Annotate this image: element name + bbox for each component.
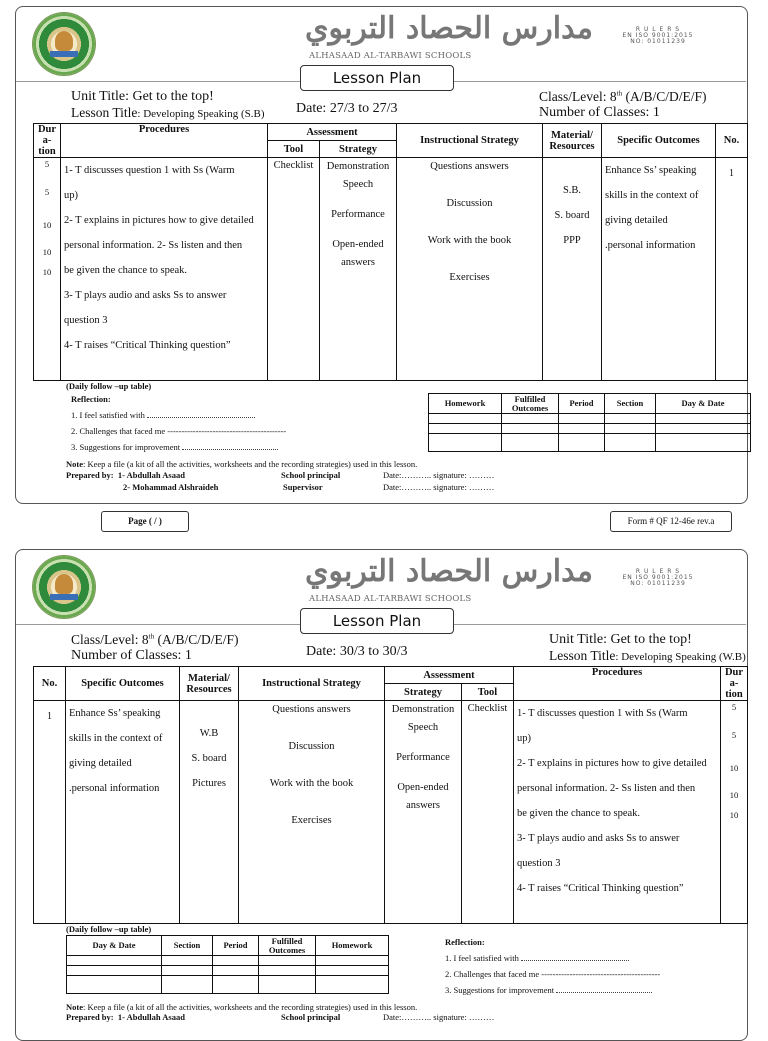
number-header: No. xyxy=(34,667,66,701)
reflection-item-2: 2. Challenges that faced me ------------------------------------------ xyxy=(445,969,661,979)
role-principal: School principal xyxy=(281,1012,341,1022)
lesson-plan-title: Lesson Plan xyxy=(300,65,454,91)
reflection-item-3: 3. Suggestions for improvement xyxy=(445,985,652,995)
school-arabic-name: مدارس الحصاد التربوي xyxy=(305,11,593,46)
unit-title: Unit Title: Get to the top! xyxy=(549,632,692,647)
followup-date-header: Day & Date xyxy=(656,394,751,414)
reflection-label: Reflection: xyxy=(71,394,111,404)
followup-homework-header: Homework xyxy=(429,394,502,414)
lesson-title: Lesson Title: Developing Speaking (S.B) xyxy=(71,105,265,120)
assessment-strategy-cell: Demonstration Speech Performance Open-ended answers xyxy=(385,701,462,924)
school-english-name: ALHASAAD AL-TARBAWI SCHOOLS xyxy=(309,594,472,604)
date-signature-2: Date:……….. signature: ……… xyxy=(383,482,495,492)
procedures-header: Procedures xyxy=(514,667,721,701)
school-arabic-name: مدارس الحصاد التربوي xyxy=(305,554,593,589)
specific-outcomes-cell: Enhance Ss’ speaking skills in the context of giving detailed .personal information xyxy=(602,158,716,381)
specific-outcomes-cell: Enhance Ss’ speaking skills in the context of giving detailed .personal information xyxy=(66,701,180,924)
unit-title: Unit Title: Get to the top! xyxy=(71,89,214,104)
role-supervisor: Supervisor xyxy=(283,482,323,492)
note-text: Note: Keep a file (a kit of all the activities, worksheets and the recording strategies) used in this lesson. xyxy=(66,1002,418,1012)
duration-header: Dur a- tion xyxy=(34,124,61,158)
class-level: Class/Level: 8th (A/B/C/D/E/F) xyxy=(539,89,707,104)
reflection-item-1: 1. I feel satisfied with xyxy=(71,410,255,420)
instructional-strategy-header: Instructional Strategy xyxy=(397,124,543,158)
prepared-by-teacher-2: 2- Mohammad Alshraideh xyxy=(123,482,219,492)
number-cell: 1 xyxy=(34,701,66,924)
lesson-plan-table-page2 xyxy=(33,666,748,924)
class-level: Class/Level: 8th (A/B/C/D/E/F) xyxy=(71,632,239,647)
specific-outcomes-header: Specific Outcomes xyxy=(602,124,716,158)
material-header: Material/ Resources xyxy=(180,667,239,701)
assessment-tool-cell: Checklist xyxy=(268,158,320,381)
duration-header: Dur a- tion xyxy=(721,667,748,701)
form-number-box: Form # QF 12-46e rev.a xyxy=(610,511,732,532)
reflection-item-1: 1. I feel satisfied with xyxy=(445,953,629,963)
lesson-date: Date: 27/3 to 27/3 xyxy=(296,101,398,116)
followup-date-header: Day & Date xyxy=(67,936,162,956)
note-text: Note: Keep a file (a kit of all the activities, worksheets and the recording strategies) used in this lesson. xyxy=(66,459,418,469)
followup-table-page2 xyxy=(66,935,389,994)
followup-row xyxy=(429,434,751,452)
followup-section-header: Section xyxy=(162,936,213,956)
followup-row xyxy=(67,976,389,994)
assessment-header: Assessment xyxy=(268,124,397,141)
procedures-header: Procedures xyxy=(61,124,268,158)
followup-title: (Daily follow –up table) xyxy=(66,381,152,391)
iso-certificate: R U L E R S EN ISO 9001:2015 NO: 01011239 xyxy=(622,26,694,45)
instructional-strategy-cell: Questions answers Discussion Work with the book Exercises xyxy=(397,158,543,381)
followup-title: (Daily follow –up table) xyxy=(66,924,152,934)
assessment-header: Assessment xyxy=(385,667,514,684)
strategy-header: Strategy xyxy=(320,141,397,158)
followup-section-header: Section xyxy=(605,394,656,414)
date-signature-1: Date:……….. signature: ……… xyxy=(383,470,495,480)
number-cell: 1 xyxy=(716,158,748,381)
tool-header: Tool xyxy=(268,141,320,158)
prepared-by: Prepared by: 1- Abdullah Asaad xyxy=(66,1012,185,1022)
followup-table-page1 xyxy=(428,393,751,452)
lesson-title: Lesson Title: Developing Speaking (W.B) xyxy=(549,648,746,663)
followup-outcomes-header: Fulfilled Outcomes xyxy=(259,936,316,956)
instructional-strategy-header: Instructional Strategy xyxy=(239,667,385,701)
school-logo xyxy=(33,13,95,75)
followup-homework-header: Homework xyxy=(316,936,389,956)
followup-outcomes-header: Fulfilled Outcomes xyxy=(502,394,559,414)
lesson-date: Date: 30/3 to 30/3 xyxy=(306,644,408,659)
lesson-plan-title: Lesson Plan xyxy=(300,608,454,634)
instructional-strategy-cell: Questions answers Discussion Work with the book Exercises xyxy=(239,701,385,924)
reflection-item-2: 2. Challenges that faced me ------------------------------------------ xyxy=(71,426,287,436)
followup-period-header: Period xyxy=(213,936,259,956)
procedures-cell: 1- T discusses question 1 with Ss (Warm up) 2- T explains in pictures how to give detailed personal information. 2- Ss listen and then be given the chance to speak. 3- T plays audio and asks Ss to answer question 3 4- T raises “Critical Thinking question” xyxy=(514,701,721,924)
iso-certificate: R U L E R S EN ISO 9001:2015 NO: 01011239 xyxy=(622,568,694,587)
followup-row xyxy=(429,424,751,434)
duration-cell: 5 5 10 10 10 xyxy=(34,158,61,381)
strategy-header: Strategy xyxy=(385,684,462,701)
procedures-cell: 1- T discusses question 1 with Ss (Warm up) 2- T explains in pictures how to give detailed personal information. 2- Ss listen and then be given the chance to speak. 3- T plays audio and asks Ss to answer question 3 4- T raises “Critical Thinking question” xyxy=(61,158,268,381)
followup-period-header: Period xyxy=(559,394,605,414)
assessment-strategy-cell: Demonstration Speech Performance Open-ended answers xyxy=(320,158,397,381)
date-signature-1: Date:……….. signature: ……… xyxy=(383,1012,495,1022)
number-header: No. xyxy=(716,124,748,158)
page-number-box: Page ( / ) xyxy=(101,511,189,532)
reflection-item-3: 3. Suggestions for improvement xyxy=(71,442,278,452)
reflection-label: Reflection: xyxy=(445,937,485,947)
duration-cell: 5 5 10 10 10 xyxy=(721,701,748,924)
lesson-plan-table-page1 xyxy=(33,123,748,381)
material-header: Material/ Resources xyxy=(543,124,602,158)
number-of-classes: Number of Classes: 1 xyxy=(539,105,660,120)
materials-cell: W.B S. board Pictures xyxy=(180,701,239,924)
assessment-tool-cell: Checklist xyxy=(462,701,514,924)
tool-header: Tool xyxy=(462,684,514,701)
school-logo xyxy=(33,556,95,618)
number-of-classes: Number of Classes: 1 xyxy=(71,648,192,663)
prepared-by: Prepared by: 1- Abdullah Asaad xyxy=(66,470,185,480)
followup-row xyxy=(67,966,389,976)
materials-cell: S.B. S. board PPP xyxy=(543,158,602,381)
followup-row xyxy=(67,956,389,966)
specific-outcomes-header: Specific Outcomes xyxy=(66,667,180,701)
school-english-name: ALHASAAD AL-TARBAWI SCHOOLS xyxy=(309,51,472,61)
followup-row xyxy=(429,414,751,424)
role-principal: School principal xyxy=(281,470,341,480)
